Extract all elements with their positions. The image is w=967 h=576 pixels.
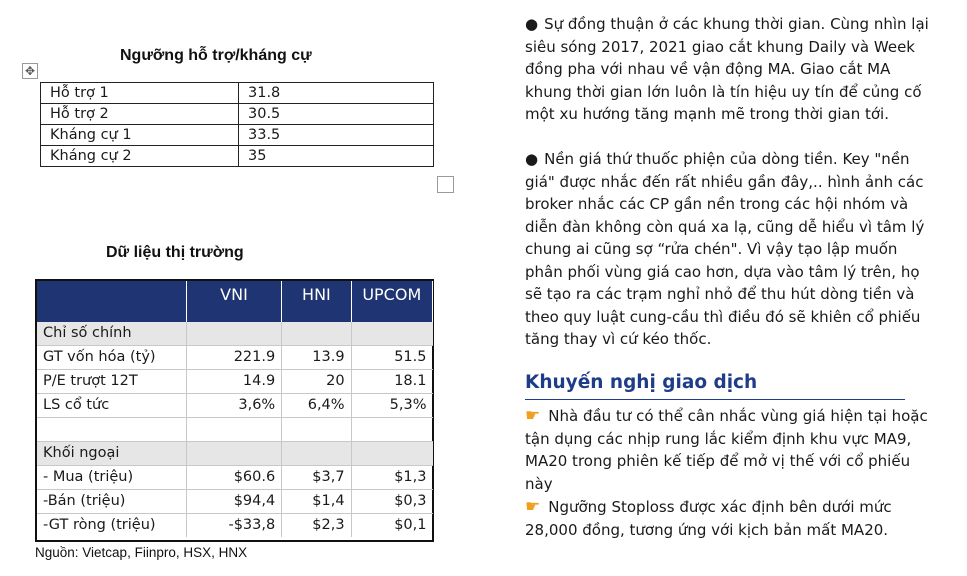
recommendation-divider [525, 399, 905, 400]
support-resistance-table [40, 82, 434, 167]
hni-value: $3,7 [282, 466, 351, 490]
row-label: LS cổ tức [37, 394, 186, 418]
hni-value: $1,4 [282, 490, 351, 514]
section-label: Chỉ số chính [37, 322, 186, 346]
section-label: Khối ngoại [37, 442, 186, 466]
recommendation-item-1 [525, 405, 935, 495]
row-label: Kháng cự 2 [41, 146, 239, 167]
upcom-value: 18.1 [351, 370, 432, 394]
paragraph-text: Nền giá thứ thuốc phiện của dòng tiền. Key "nền giá" được nhắc đến rất nhiều gần đây,.. hình ảnh các broker nhắc các CP gần nền trong các hội nhóm và diễn đàn không còn quá xa lạ, cũng dễ hiểu vì tâm lý chung ai cũng sợ “rửa chén". Vì vậy tạo lập muốn phân phối vùng giá cao hơn, dựa vào tâm lý trên, họ sẽ tạo ra các trạm nghỉ nhỏ để thu hút dòng tiền và theo quy luật cung-cầu thì điều đó sẽ khiên cổ phiếu tăng thay vì cứ kéo thốc. [525, 150, 925, 348]
hni-value: 13.9 [282, 346, 351, 370]
recommendation-item-2 [525, 496, 935, 541]
table-row [41, 125, 434, 146]
row-value: 31.8 [239, 83, 434, 104]
table-row [37, 514, 433, 538]
row-value: 33.5 [239, 125, 434, 146]
recommendation-text: Nhà đầu tư có thể cân nhắc vùng giá hiện tại hoặc tận dụng các nhịp rung lắc kiểm định khu vực MA9, MA20 trong phiên kế tiếp để mở vị thế với cổ phiếu này [525, 407, 928, 493]
upcom-value: 51.5 [351, 346, 432, 370]
row-value: 35 [239, 146, 434, 167]
row-label: Hỗ trợ 2 [41, 104, 239, 125]
header-vni: VNI [186, 281, 281, 322]
header-upcom: UPCOM [351, 281, 432, 322]
table-resize-handle[interactable] [437, 176, 454, 193]
table-row [37, 490, 433, 514]
market-data-table [37, 281, 433, 537]
table-row [37, 394, 433, 418]
recommendation-title: Khuyến nghị giao dịch [525, 372, 758, 393]
hni-value: 6,4% [282, 394, 351, 418]
hni-value: 20 [282, 370, 351, 394]
table-row [41, 146, 434, 167]
vni-value: $60.6 [186, 466, 281, 490]
paragraph-text: Sự đồng thuận ở các khung thời gian. Cùng nhìn lại siêu sóng 2017, 2021 giao cắt khung Daily và Week đồng pha với nhau về vận động MA. Giao cắt MA khung thời gian lớn luôn là tín hiệu uy tín để củng cố một xu hướng tăng mạnh mẽ trong thời gian tới. [525, 15, 929, 123]
pointing-hand-icon: ☛ [525, 497, 541, 517]
row-label: -GT ròng (triệu) [37, 514, 186, 538]
row-label: Hỗ trợ 1 [41, 83, 239, 104]
table-row [41, 104, 434, 125]
header-hni: HNI [282, 281, 351, 322]
vni-value: 3,6% [186, 394, 281, 418]
pointing-hand-icon: ☛ [525, 406, 541, 426]
header-blank [37, 281, 186, 322]
market-data-table-frame [35, 279, 434, 542]
row-label: P/E trượt 12T [37, 370, 186, 394]
market-header-row [37, 281, 433, 322]
commentary-paragraph-2 [525, 148, 935, 351]
recommendation-text: Ngưỡng Stoploss được xác định bên dưới mức 28,000 đồng, tương ứng với kịch bản mất MA20. [525, 498, 892, 539]
table-move-handle-icon[interactable]: ✥ [22, 63, 38, 79]
commentary-paragraph-1 [525, 13, 935, 126]
upcom-value: 5,3% [351, 394, 432, 418]
upcom-value: $0,3 [351, 490, 432, 514]
vni-value: -$33,8 [186, 514, 281, 538]
row-label: GT vốn hóa (tỷ) [37, 346, 186, 370]
upcom-value: $1,3 [351, 466, 432, 490]
vni-value: 221.9 [186, 346, 281, 370]
support-resistance-title: Ngưỡng hỗ trợ/kháng cự [120, 47, 312, 64]
section-row-main-index [37, 322, 433, 346]
table-row [41, 83, 434, 104]
source-note: Nguồn: Vietcap, Fiinpro, HSX, HNX [35, 545, 248, 560]
table-row [37, 370, 433, 394]
row-label: - Mua (triệu) [37, 466, 186, 490]
hni-value: $2,3 [282, 514, 351, 538]
section-row-foreign [37, 442, 433, 466]
bullet-icon: ● [525, 150, 539, 168]
row-value: 30.5 [239, 104, 434, 125]
row-label: Kháng cự 1 [41, 125, 239, 146]
upcom-value: $0,1 [394, 517, 427, 533]
empty-row [37, 418, 433, 442]
row-label: -Bán (triệu) [37, 490, 186, 514]
table-row [37, 346, 433, 370]
vni-value: $94,4 [186, 490, 281, 514]
market-data-title: Dữ liệu thị trường [106, 244, 244, 261]
vni-value: 14.9 [186, 370, 281, 394]
table-row [37, 466, 433, 490]
bullet-icon: ● [525, 15, 539, 33]
